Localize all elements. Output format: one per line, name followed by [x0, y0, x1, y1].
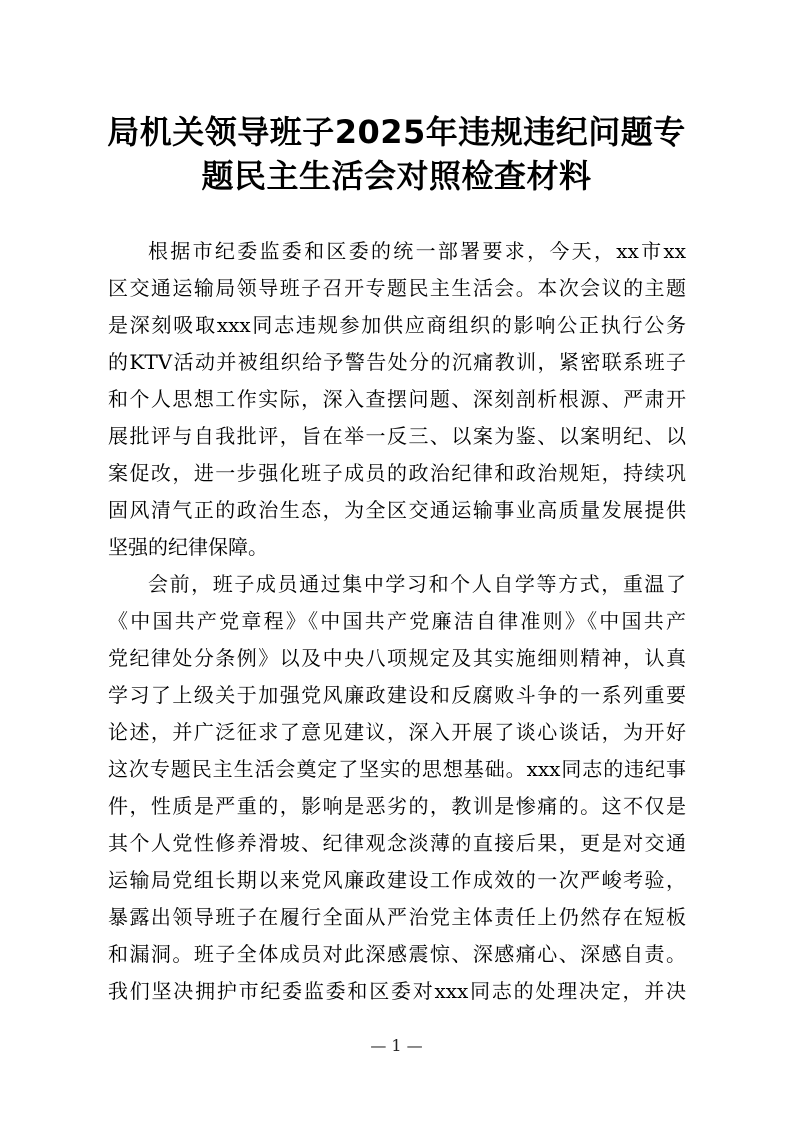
- paragraph-line: 其个人党性修养滑坡、纪律观念淡薄的直接后果，更是对交通: [108, 831, 686, 855]
- document-title-line-2: 题民主生活会对照检查材料: [201, 157, 592, 195]
- paragraph-line: 案促改，进一步强化班子成员的政治纪律和政治规矩，持续巩: [108, 461, 686, 485]
- paragraph-line: 和漏洞。班子全体成员对此深感震惊、深感痛心、深感自责。: [108, 942, 686, 966]
- paragraph-line: 的KTV活动并被组织给予警告处分的沉痛教训，紧密联系班子: [108, 350, 686, 374]
- paragraph-line: 暴露出领导班子在履行全面从严治党主体责任上仍然存在短板: [108, 905, 686, 929]
- paragraph-line: 这次专题民主生活会奠定了坚实的思想基础。xxx同志的违纪事: [108, 757, 686, 781]
- document-title-line-1: 局机关领导班子2025年违规违纪问题专: [107, 113, 686, 151]
- paragraph-line: 《中国共产党章程》《中国共产党廉洁自律准则》《中国共产: [108, 609, 686, 633]
- page-number: — 1 —: [370, 1036, 423, 1055]
- paragraph-line: 件，性质是严重的，影响是恶劣的，教训是惨痛的。这不仅是: [108, 794, 686, 818]
- paragraph-line: 学习了上级关于加强党风廉政建设和反腐败斗争的一系列重要: [108, 683, 686, 707]
- paragraph-line: 论述，并广泛征求了意见建议，深入开展了谈心谈话，为开好: [108, 720, 686, 744]
- paragraph-line: 会前，班子成员通过集中学习和个人自学等方式，重温了: [148, 572, 686, 596]
- paragraph-line: 展批评与自我批评，旨在举一反三、以案为鉴、以案明纪、以: [108, 424, 686, 448]
- paragraph-line: 坚强的纪律保障。: [108, 535, 268, 559]
- paragraph-line: 区交通运输局领导班子召开专题民主生活会。本次会议的主题: [108, 276, 686, 300]
- paragraph-line: 运输局党组长期以来党风廉政建设工作成效的一次严峻考验，: [108, 868, 686, 892]
- paragraph-line: 和个人思想工作实际，深入查摆问题、深刻剖析根源、严肃开: [108, 387, 686, 411]
- paragraph-line: 固风清气正的政治生态，为全区交通运输事业高质量发展提供: [108, 498, 686, 522]
- paragraph-line: 我们坚决拥护市纪委监委和区委对xxx同志的处理决定，并决: [108, 979, 686, 1003]
- paragraph-line: 党纪律处分条例》以及中央八项规定及其实施细则精神，认真: [108, 646, 686, 670]
- paragraph-line: 根据市纪委监委和区委的统一部署要求，今天，xx市xx: [148, 239, 686, 263]
- paragraph-line: 是深刻吸取xxx同志违规参加供应商组织的影响公正执行公务: [108, 313, 686, 337]
